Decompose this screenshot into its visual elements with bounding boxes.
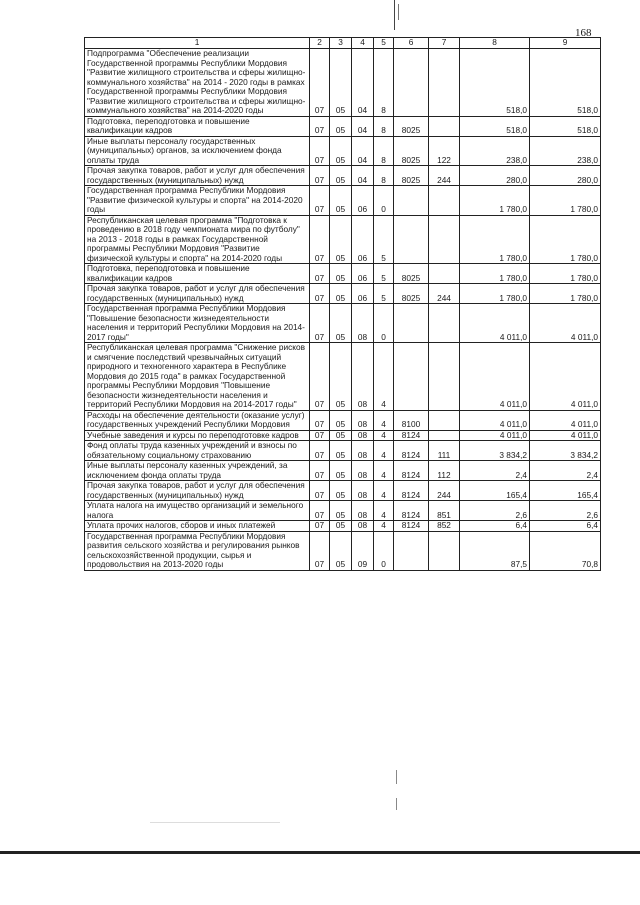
header-cell: 2 — [310, 38, 330, 49]
page-number: 168 — [575, 27, 592, 39]
code-cell: 04 — [352, 136, 374, 166]
table-row — [85, 441, 601, 461]
row-name-cell: Подготовка, переподготовка и повышение квалификации кадров — [85, 264, 310, 284]
code-cell: 05 — [330, 166, 352, 186]
amount-cell: 3 834,2 — [530, 441, 601, 461]
code-cell: 05 — [330, 430, 352, 441]
code-cell: 05 — [330, 49, 352, 117]
amount-cell: 3 834,2 — [460, 441, 530, 461]
amount-cell: 1 780,0 — [530, 215, 601, 264]
scan-artifact-bottom-2 — [396, 798, 397, 810]
amount-cell: 1 780,0 — [460, 186, 530, 216]
code-cell: 05 — [330, 186, 352, 216]
header-cell: 8 — [460, 38, 530, 49]
table-row — [85, 461, 601, 481]
code-cell — [429, 430, 460, 441]
code-cell: 08 — [352, 501, 374, 521]
code-cell: 07 — [310, 441, 330, 461]
row-name-cell: Прочая закупка товаров, работ и услуг для обеспечения государственных (муниципальных) нужд — [85, 166, 310, 186]
code-cell — [429, 531, 460, 570]
code-cell: 07 — [310, 136, 330, 166]
code-cell: 0 — [374, 304, 394, 343]
amount-cell: 6,4 — [530, 521, 601, 532]
code-cell: 244 — [429, 481, 460, 501]
code-cell: 08 — [352, 430, 374, 441]
code-cell: 8025 — [394, 166, 429, 186]
code-cell: 8124 — [394, 521, 429, 532]
row-name-cell: Государственная программа Республики Мордовия "Развитие физической культуры и спорта" на 2014-2020 годы — [85, 186, 310, 216]
table-row — [85, 430, 601, 441]
code-cell — [394, 186, 429, 216]
amount-cell: 165,4 — [460, 481, 530, 501]
code-cell: 8124 — [394, 441, 429, 461]
amount-cell: 4 011,0 — [530, 343, 601, 411]
code-cell: 8 — [374, 166, 394, 186]
code-cell: 07 — [310, 215, 330, 264]
code-cell: 05 — [330, 531, 352, 570]
scan-artifact-bottom — [396, 770, 397, 784]
code-cell: 852 — [429, 521, 460, 532]
table-body — [85, 49, 601, 571]
row-name-cell: Государственная программа Республики Мордовия "Повышение безопасности жизнедеятельности населения и территорий Республики Мордовия на 2014-2017 годы" — [85, 304, 310, 343]
code-cell — [394, 304, 429, 343]
code-cell: 07 — [310, 531, 330, 570]
code-cell: 122 — [429, 136, 460, 166]
row-name-cell: Иные выплаты персоналу казенных учреждений, за исключением фонда оплаты труда — [85, 461, 310, 481]
amount-cell: 518,0 — [460, 116, 530, 136]
row-name-cell: Прочая закупка товаров, работ и услуг для обеспечения государственных (муниципальных) нужд — [85, 481, 310, 501]
code-cell: 8025 — [394, 116, 429, 136]
code-cell: 06 — [352, 284, 374, 304]
table-row — [85, 343, 601, 411]
code-cell — [429, 116, 460, 136]
code-cell: 111 — [429, 441, 460, 461]
amount-cell: 4 011,0 — [460, 410, 530, 430]
code-cell: 5 — [374, 264, 394, 284]
code-cell: 4 — [374, 430, 394, 441]
code-cell: 4 — [374, 441, 394, 461]
row-name-cell: Подготовка, переподготовка и повышение квалификации кадров — [85, 116, 310, 136]
header-cell: 3 — [330, 38, 352, 49]
code-cell: 244 — [429, 284, 460, 304]
code-cell: 07 — [310, 49, 330, 117]
amount-cell: 238,0 — [530, 136, 601, 166]
code-cell: 851 — [429, 501, 460, 521]
code-cell: 4 — [374, 501, 394, 521]
table-row — [85, 166, 601, 186]
code-cell: 07 — [310, 343, 330, 411]
code-cell: 08 — [352, 304, 374, 343]
amount-cell: 2,6 — [530, 501, 601, 521]
code-cell — [429, 264, 460, 284]
code-cell: 5 — [374, 215, 394, 264]
amount-cell: 2,4 — [460, 461, 530, 481]
code-cell: 05 — [330, 136, 352, 166]
table-row — [85, 304, 601, 343]
code-cell: 05 — [330, 441, 352, 461]
code-cell: 07 — [310, 501, 330, 521]
code-cell: 8 — [374, 116, 394, 136]
code-cell: 05 — [330, 284, 352, 304]
amount-cell: 1 780,0 — [460, 284, 530, 304]
code-cell: 08 — [352, 343, 374, 411]
code-cell: 08 — [352, 521, 374, 532]
code-cell — [429, 215, 460, 264]
header-cell: 4 — [352, 38, 374, 49]
code-cell — [394, 215, 429, 264]
code-cell: 0 — [374, 531, 394, 570]
code-cell: 05 — [330, 304, 352, 343]
code-cell: 07 — [310, 410, 330, 430]
scan-artifact-top — [394, 0, 395, 30]
amount-cell: 6,4 — [460, 521, 530, 532]
row-name-cell: Фонд оплаты труда казенных учреждений и взносы по обязательному социальному страхованию — [85, 441, 310, 461]
code-cell: 4 — [374, 343, 394, 411]
code-cell: 05 — [330, 264, 352, 284]
amount-cell: 1 780,0 — [530, 186, 601, 216]
row-name-cell: Республиканская целевая программа "Подготовка к проведению в 2018 году чемпионата мира по футболу" на 2013 - 2018 годы в рамках Государственной программы Республики Мордовия "Развитие физической культуры и спорта" на 2014-2020 годы — [85, 215, 310, 264]
code-cell: 4 — [374, 521, 394, 532]
code-cell: 4 — [374, 461, 394, 481]
header-cell: 7 — [429, 38, 460, 49]
code-cell: 05 — [330, 461, 352, 481]
code-cell: 07 — [310, 116, 330, 136]
code-cell — [429, 304, 460, 343]
code-cell: 05 — [330, 521, 352, 532]
table-row — [85, 531, 601, 570]
code-cell: 112 — [429, 461, 460, 481]
code-cell: 244 — [429, 166, 460, 186]
row-name-cell: Государственная программа Республики Мордовия развития сельского хозяйства и регулирования рынков сельскохозяйственной продукции, сырья и продовольствия на 2013-2020 годы — [85, 531, 310, 570]
amount-cell: 4 011,0 — [460, 430, 530, 441]
code-cell — [394, 343, 429, 411]
table-row — [85, 49, 601, 117]
amount-cell: 280,0 — [530, 166, 601, 186]
amount-cell: 2,6 — [460, 501, 530, 521]
table-row — [85, 116, 601, 136]
code-cell: 5 — [374, 284, 394, 304]
code-cell — [429, 186, 460, 216]
code-cell: 07 — [310, 430, 330, 441]
code-cell: 07 — [310, 186, 330, 216]
code-cell: 08 — [352, 410, 374, 430]
code-cell: 8124 — [394, 461, 429, 481]
code-cell: 05 — [330, 215, 352, 264]
amount-cell: 1 780,0 — [460, 215, 530, 264]
amount-cell: 518,0 — [530, 116, 601, 136]
code-cell: 07 — [310, 304, 330, 343]
budget-table — [84, 37, 601, 571]
code-cell: 8124 — [394, 430, 429, 441]
code-cell: 8124 — [394, 501, 429, 521]
amount-cell: 4 011,0 — [460, 304, 530, 343]
code-cell: 07 — [310, 481, 330, 501]
code-cell: 4 — [374, 481, 394, 501]
faint-scan-line — [150, 822, 280, 823]
amount-cell: 70,8 — [530, 531, 601, 570]
header-cell: 1 — [85, 38, 310, 49]
row-name-cell: Расходы на обеспечение деятельности (оказание услуг) государственных учреждений Республики Мордовия — [85, 410, 310, 430]
scan-artifact-top-2 — [398, 4, 399, 20]
code-cell: 8124 — [394, 481, 429, 501]
code-cell: 07 — [310, 521, 330, 532]
row-name-cell: Иные выплаты персоналу государственных (муниципальных) органов, за исключением фонда оплаты труда — [85, 136, 310, 166]
code-cell: 06 — [352, 215, 374, 264]
amount-cell: 2,4 — [530, 461, 601, 481]
amount-cell: 238,0 — [460, 136, 530, 166]
code-cell — [394, 49, 429, 117]
table-row — [85, 215, 601, 264]
code-cell: 06 — [352, 186, 374, 216]
table-row — [85, 284, 601, 304]
code-cell: 08 — [352, 461, 374, 481]
code-cell — [429, 49, 460, 117]
amount-cell: 1 780,0 — [460, 264, 530, 284]
row-name-cell: Прочая закупка товаров, работ и услуг для обеспечения государственных (муниципальных) нужд — [85, 284, 310, 304]
amount-cell: 280,0 — [460, 166, 530, 186]
code-cell: 04 — [352, 49, 374, 117]
code-cell: 06 — [352, 264, 374, 284]
table-row — [85, 136, 601, 166]
code-cell: 8 — [374, 136, 394, 166]
amount-cell: 165,4 — [530, 481, 601, 501]
header-cell: 6 — [394, 38, 429, 49]
table-row — [85, 481, 601, 501]
code-cell: 09 — [352, 531, 374, 570]
code-cell — [429, 343, 460, 411]
code-cell: 07 — [310, 461, 330, 481]
row-name-cell: Республиканская целевая программа "Снижение рисков и смягчение последствий чрезвычайных ситуаций природного и техногенного характера в Республике Мордовия до 2015 года" в рамках Государственной программы Республики Мордовия "Повышение безопасности жизнедеятельности населения и территорий Республики Мордовия на 2014-2017 годы" — [85, 343, 310, 411]
code-cell: 8 — [374, 49, 394, 117]
code-cell: 05 — [330, 481, 352, 501]
code-cell: 8025 — [394, 284, 429, 304]
code-cell: 0 — [374, 186, 394, 216]
amount-cell: 1 780,0 — [530, 264, 601, 284]
code-cell: 07 — [310, 166, 330, 186]
code-cell: 05 — [330, 501, 352, 521]
code-cell: 8100 — [394, 410, 429, 430]
amount-cell: 87,5 — [460, 531, 530, 570]
table-row — [85, 410, 601, 430]
row-name-cell: Уплата налога на имущество организаций и земельного налога — [85, 501, 310, 521]
code-cell: 04 — [352, 116, 374, 136]
amount-cell: 518,0 — [530, 49, 601, 117]
table-row — [85, 186, 601, 216]
code-cell: 08 — [352, 481, 374, 501]
table-row — [85, 521, 601, 532]
table-header-row — [85, 38, 601, 49]
amount-cell: 4 011,0 — [530, 430, 601, 441]
code-cell: 8025 — [394, 136, 429, 166]
code-cell: 08 — [352, 441, 374, 461]
bottom-border — [0, 851, 640, 854]
header-cell: 9 — [530, 38, 601, 49]
header-cell: 5 — [374, 38, 394, 49]
code-cell: 4 — [374, 410, 394, 430]
code-cell: 8025 — [394, 264, 429, 284]
amount-cell: 4 011,0 — [530, 410, 601, 430]
code-cell: 04 — [352, 166, 374, 186]
code-cell: 05 — [330, 116, 352, 136]
code-cell — [429, 410, 460, 430]
row-name-cell: Учебные заведения и курсы по переподготовке кадров — [85, 430, 310, 441]
code-cell — [394, 531, 429, 570]
row-name-cell: Подпрограмма "Обеспечение реализации Государственной программы Республики Мордовия "Развитие жилищного строительства и сферы жилищно-коммунального хозяйства" на 2014 - 2020 годы в рамках Государственной программы Республики Мордовия "Развитие жилищного строительства и сферы жилищно-коммунального хозяйства" на 2014-2020 годы — [85, 49, 310, 117]
amount-cell: 4 011,0 — [530, 304, 601, 343]
code-cell: 05 — [330, 343, 352, 411]
code-cell: 07 — [310, 264, 330, 284]
code-cell: 05 — [330, 410, 352, 430]
table-row — [85, 501, 601, 521]
row-name-cell: Уплата прочих налогов, сборов и иных платежей — [85, 521, 310, 532]
code-cell: 07 — [310, 284, 330, 304]
table-row — [85, 264, 601, 284]
amount-cell: 1 780,0 — [530, 284, 601, 304]
amount-cell: 518,0 — [460, 49, 530, 117]
amount-cell: 4 011,0 — [460, 343, 530, 411]
